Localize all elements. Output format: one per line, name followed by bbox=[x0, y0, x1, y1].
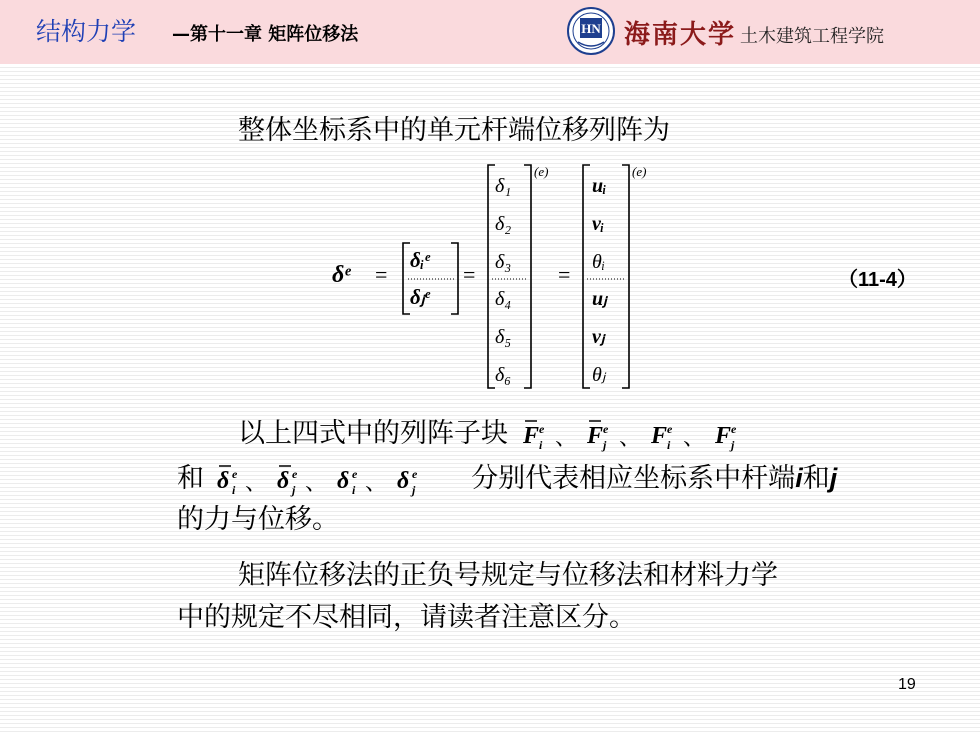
equals-sign-2: = bbox=[463, 262, 476, 287]
lhs-delta: δᵉ bbox=[332, 262, 351, 288]
svg-text:F: F bbox=[522, 422, 539, 449]
svg-text:HN: HN bbox=[581, 21, 601, 36]
svg-text:F: F bbox=[586, 422, 603, 449]
paragraph-1-line-1 bbox=[238, 414, 779, 455]
svg-text:j: j bbox=[602, 437, 606, 452]
delta-2: δ₂ bbox=[495, 213, 512, 235]
svg-text:i: i bbox=[351, 482, 355, 497]
delta-bracket-right bbox=[524, 165, 531, 388]
svg-text:e: e bbox=[666, 421, 672, 436]
svg-text:i: i bbox=[538, 437, 542, 452]
displacement-subblock-symbols bbox=[213, 460, 463, 500]
svg-text:j: j bbox=[411, 482, 415, 497]
svg-text:δ: δ bbox=[396, 467, 409, 494]
svg-text:e: e bbox=[351, 466, 357, 481]
delta-1: δ₁ bbox=[495, 175, 512, 197]
p1-line1-text: 以上四式中的列阵子块 bbox=[238, 418, 508, 449]
force-subblock-symbols bbox=[519, 415, 779, 455]
svg-text:j: j bbox=[291, 482, 295, 497]
dof-bracket-left bbox=[583, 165, 590, 388]
equals-sign-1: = bbox=[375, 262, 388, 287]
paragraph-2-line-2: 中的规定不尽相同，请读者注意区分。 bbox=[177, 602, 636, 633]
svg-text:δ: δ bbox=[216, 467, 229, 494]
partition-j: δⱼᵉ bbox=[410, 285, 431, 309]
department-name: 土木建筑工程学院 bbox=[740, 26, 884, 47]
delta-4: δ₄ bbox=[495, 288, 512, 310]
delta-superscript: (e) bbox=[534, 164, 549, 179]
dof-column-values bbox=[587, 175, 626, 386]
dof-v-j: vⱼ bbox=[592, 326, 605, 348]
page-number: 19 bbox=[898, 676, 916, 693]
svg-text:、: 、 bbox=[304, 469, 327, 495]
dof-v-i: vᵢ bbox=[592, 213, 605, 235]
dof-u-j: uⱼ bbox=[592, 288, 607, 310]
equals-sign-3: = bbox=[558, 262, 571, 287]
university-logo-icon bbox=[566, 6, 616, 56]
delta-6: δ₆ bbox=[495, 364, 512, 386]
header-bar bbox=[0, 0, 980, 64]
svg-text:、: 、 bbox=[618, 424, 641, 450]
svg-text:i: i bbox=[666, 437, 670, 452]
partition-bracket-right bbox=[451, 243, 458, 314]
partition-i: δᵢᵉ bbox=[410, 248, 431, 272]
svg-text:e: e bbox=[231, 466, 237, 481]
svg-text:i: i bbox=[231, 482, 235, 497]
paragraph-1-line-2 bbox=[177, 458, 837, 500]
svg-text:e: e bbox=[730, 421, 736, 436]
delta-bracket-left bbox=[488, 165, 495, 388]
university-name: 海南大学 bbox=[624, 20, 737, 50]
paragraph-1-line-3: 的力与位移。 bbox=[177, 504, 339, 535]
p1-line2-i: i bbox=[795, 463, 803, 493]
dof-superscript: (e) bbox=[632, 164, 647, 179]
svg-text:j: j bbox=[730, 437, 734, 452]
p1-line2-j: j bbox=[829, 463, 838, 493]
svg-text:e: e bbox=[538, 421, 544, 436]
dof-theta-i: θᵢ bbox=[592, 251, 605, 273]
dof-theta-j: θⱼ bbox=[592, 364, 606, 386]
p1-line2-text: 分别代表相应坐标系中杆端 bbox=[471, 463, 796, 494]
svg-text:、: 、 bbox=[554, 424, 577, 450]
dof-bracket-right bbox=[622, 165, 629, 388]
svg-text:、: 、 bbox=[682, 424, 705, 450]
svg-text:e: e bbox=[291, 466, 297, 481]
displacement-matrix-equation bbox=[300, 150, 700, 400]
svg-text:、: 、 bbox=[364, 469, 387, 495]
delta-5: δ₅ bbox=[495, 326, 512, 348]
slide-heading: 整体坐标系中的单元杆端位移列阵为 bbox=[238, 115, 670, 146]
svg-text:δ: δ bbox=[336, 467, 349, 494]
paragraph-2-line-1: 矩阵位移法的正负号规定与位移法和材料力学 bbox=[238, 560, 778, 591]
svg-text:F: F bbox=[714, 422, 731, 449]
course-title: 结构力学 bbox=[36, 17, 137, 46]
chapter-title: —第十一章 矩阵位移法 bbox=[172, 24, 359, 45]
dof-u-i: uᵢ bbox=[592, 175, 607, 197]
svg-text:F: F bbox=[650, 422, 667, 449]
svg-text:e: e bbox=[602, 421, 608, 436]
delta-3: δ₃ bbox=[495, 251, 512, 273]
p1-line2-and: 和 bbox=[802, 463, 830, 494]
p1-line2-he: 和 bbox=[177, 463, 204, 494]
svg-text:δ: δ bbox=[276, 467, 289, 494]
equation-number: （11-4） bbox=[838, 269, 917, 291]
delta-column-values bbox=[492, 175, 528, 386]
svg-text:e: e bbox=[411, 466, 417, 481]
svg-text:、: 、 bbox=[244, 469, 267, 495]
